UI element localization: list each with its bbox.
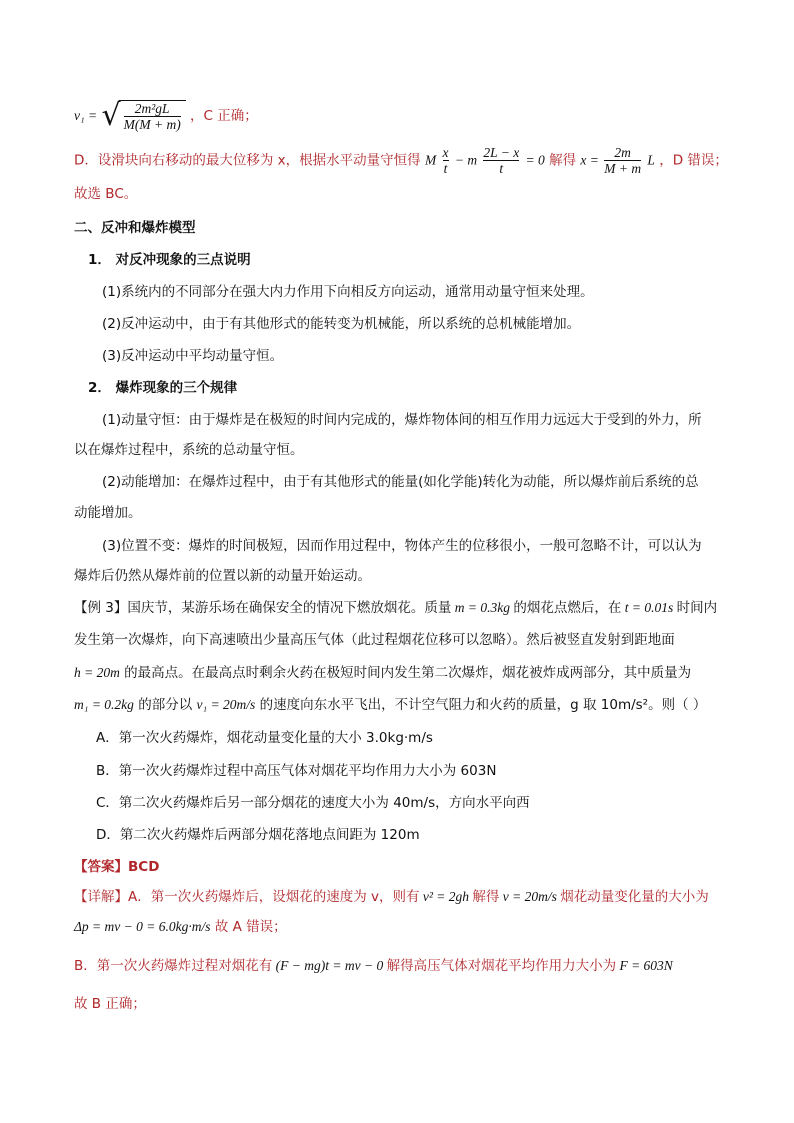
- frac3-den: M + m: [604, 161, 642, 176]
- example-line-3: [74, 663, 691, 683]
- eq-minus-m: − m: [454, 152, 478, 168]
- explosion-rule-1a: (1)动量守恒：由于爆炸是在极短的时间内完成的，爆炸物体间的相互作用力远远大于受到的外力，所: [102, 412, 702, 428]
- detail-text-1c: 烟花动量变化量的大小为: [560, 889, 709, 905]
- detail-line-3: [74, 956, 673, 976]
- option-c: C．第二次火药爆炸后另一部分烟花的速度大小为 40m/s，方向水平向西: [96, 795, 530, 811]
- example-text-4b: 的速度向东水平飞出，不计空气阻力和火药的质量，g 取 10m/s²。则（ ）: [255, 697, 707, 713]
- example-text-3: 的最高点。在最高点时剩余火药在极短时间内发生第二次爆炸，烟花被炸成两部分，其中质量为: [119, 665, 692, 681]
- sol-d-mid: 解得: [549, 152, 577, 169]
- option-b: B．第一次火药爆炸过程中高压气体对烟花平均作用力大小为 603N: [96, 763, 497, 779]
- detail-line-4: 故 B 正确；: [74, 996, 146, 1012]
- frac1-num: x: [442, 145, 449, 160]
- detail-text-1b: 解得: [472, 889, 500, 905]
- answer-label: 【答案】BCD: [74, 859, 160, 875]
- frac2-den: t: [483, 160, 519, 176]
- example-time: t = 0.01s: [621, 600, 677, 615]
- example-line-1: [74, 598, 717, 618]
- solution-v1-line: [74, 100, 258, 132]
- detail-eq-v: v = 20m/s: [499, 889, 561, 904]
- example-line-4: [74, 695, 706, 715]
- sqrt-expression: [101, 100, 185, 132]
- option-a: A．第一次火药爆炸，烟花动量变化量的大小 3.0kg·m/s: [96, 730, 433, 746]
- section-title: 二、反冲和爆炸模型: [74, 220, 196, 236]
- detail-eq-v2: v² = 2gh: [419, 889, 473, 904]
- v1-conclusion: ，C 正确；: [189, 108, 258, 124]
- example-text-1c: 时间内: [676, 600, 718, 616]
- example-text-4a: 的部分以: [133, 697, 197, 713]
- sol-d-tail: ，D 错误；: [659, 152, 728, 169]
- example-mass: m = 0.3kg: [451, 600, 514, 615]
- explosion-rule-3b: 爆炸后仍然从爆炸前的位置以新的动量开始运动。: [74, 568, 371, 584]
- detail-line-2: [74, 917, 287, 937]
- heading-explosion: 2． 爆炸现象的三个规律: [88, 380, 238, 396]
- example-text-1b: 的烟花点燃后，在: [513, 600, 622, 616]
- v1-lhs: v₁ =: [74, 108, 98, 123]
- eq-M: M: [424, 152, 437, 168]
- detail-text-3b: 解得高压气体对烟花平均作用力大小为: [386, 958, 617, 974]
- heading-recoil: 1． 对反冲现象的三点说明: [88, 252, 251, 268]
- frac1-den: t: [443, 161, 448, 176]
- example-height: h = 20m: [74, 665, 120, 680]
- option-d: D．第二次火药爆炸后两部分烟花落地点间距为 120m: [96, 827, 420, 843]
- eq-zero: = 0: [525, 152, 545, 168]
- frac2-num: 2L − x: [483, 145, 520, 160]
- recoil-point-1: (1)系统内的不同部分在强大内力作用下向相反方向运动，通常用动量守恒来处理。: [102, 284, 594, 300]
- detail-text-2b: 故 A 错误；: [210, 919, 287, 935]
- recoil-point-3: (3)反冲运动中平均动量守恒。: [102, 348, 284, 364]
- fraction-x-over-t: [443, 145, 449, 176]
- eq-L: L: [647, 152, 655, 168]
- v1-denominator: M(M + m): [123, 117, 181, 132]
- recoil-point-2: (2)反冲运动中，由于有其他形式的能转变为机械能，所以系统的总机械能增加。: [102, 316, 581, 332]
- explosion-rule-2a: (2)动能增加：在爆炸过程中，由于有其他形式的能量(如化学能)转化为动能，所以爆炸前后系统的总: [102, 474, 699, 490]
- detail-eq-dp: Δp = mv − 0 = 6.0kg·m/s: [74, 919, 211, 934]
- solution-d-line: [74, 145, 728, 176]
- v1-numerator: 2m²gL: [134, 101, 170, 116]
- sqrt-icon: √: [101, 98, 121, 133]
- frac3-num: 2m: [614, 145, 631, 160]
- example-m1: m₁ = 0.2kg: [74, 697, 134, 712]
- detail-line-1: [74, 887, 709, 907]
- fraction-2m-over-M-m: [604, 145, 641, 176]
- explosion-rule-2b: 动能增加。: [74, 505, 142, 521]
- detail-eq-F: F = 603N: [616, 958, 673, 973]
- example-text-1a: 【例 3】国庆节，某游乐场在确保安全的情况下燃放烟花。质量: [74, 600, 452, 616]
- example-v1: v₁ = 20m/s: [196, 697, 256, 712]
- example-line-2: 发生第一次爆炸，向下高速喷出少量高压气体（此过程烟花位移可以忽略）。然后被竖直发射到距地面: [74, 632, 675, 648]
- fraction-2l-x-over-t: [483, 145, 519, 176]
- explosion-rule-3a: (3)位置不变：爆炸的时间极短，因而作用过程中，物体产生的位移很小，一般可忽略不计，可以认为: [102, 538, 702, 554]
- choose-answer: 故选 BC。: [74, 186, 138, 202]
- sol-d-prefix: D．设滑块向右移动的最大位移为 x，根据水平动量守恒得: [74, 152, 421, 169]
- detail-text-3a: B．第一次火药爆炸过程对烟花有: [74, 958, 273, 974]
- explosion-rule-1b: 以在爆炸过程中，系统的总动量守恒。: [74, 442, 304, 458]
- eq-x: x =: [580, 152, 603, 168]
- detail-eq-impulse: (F − mg)t = mv − 0: [272, 958, 387, 973]
- detail-text-1a: 【详解】A．第一次火药爆炸后，设烟花的速度为 v，则有: [74, 889, 420, 905]
